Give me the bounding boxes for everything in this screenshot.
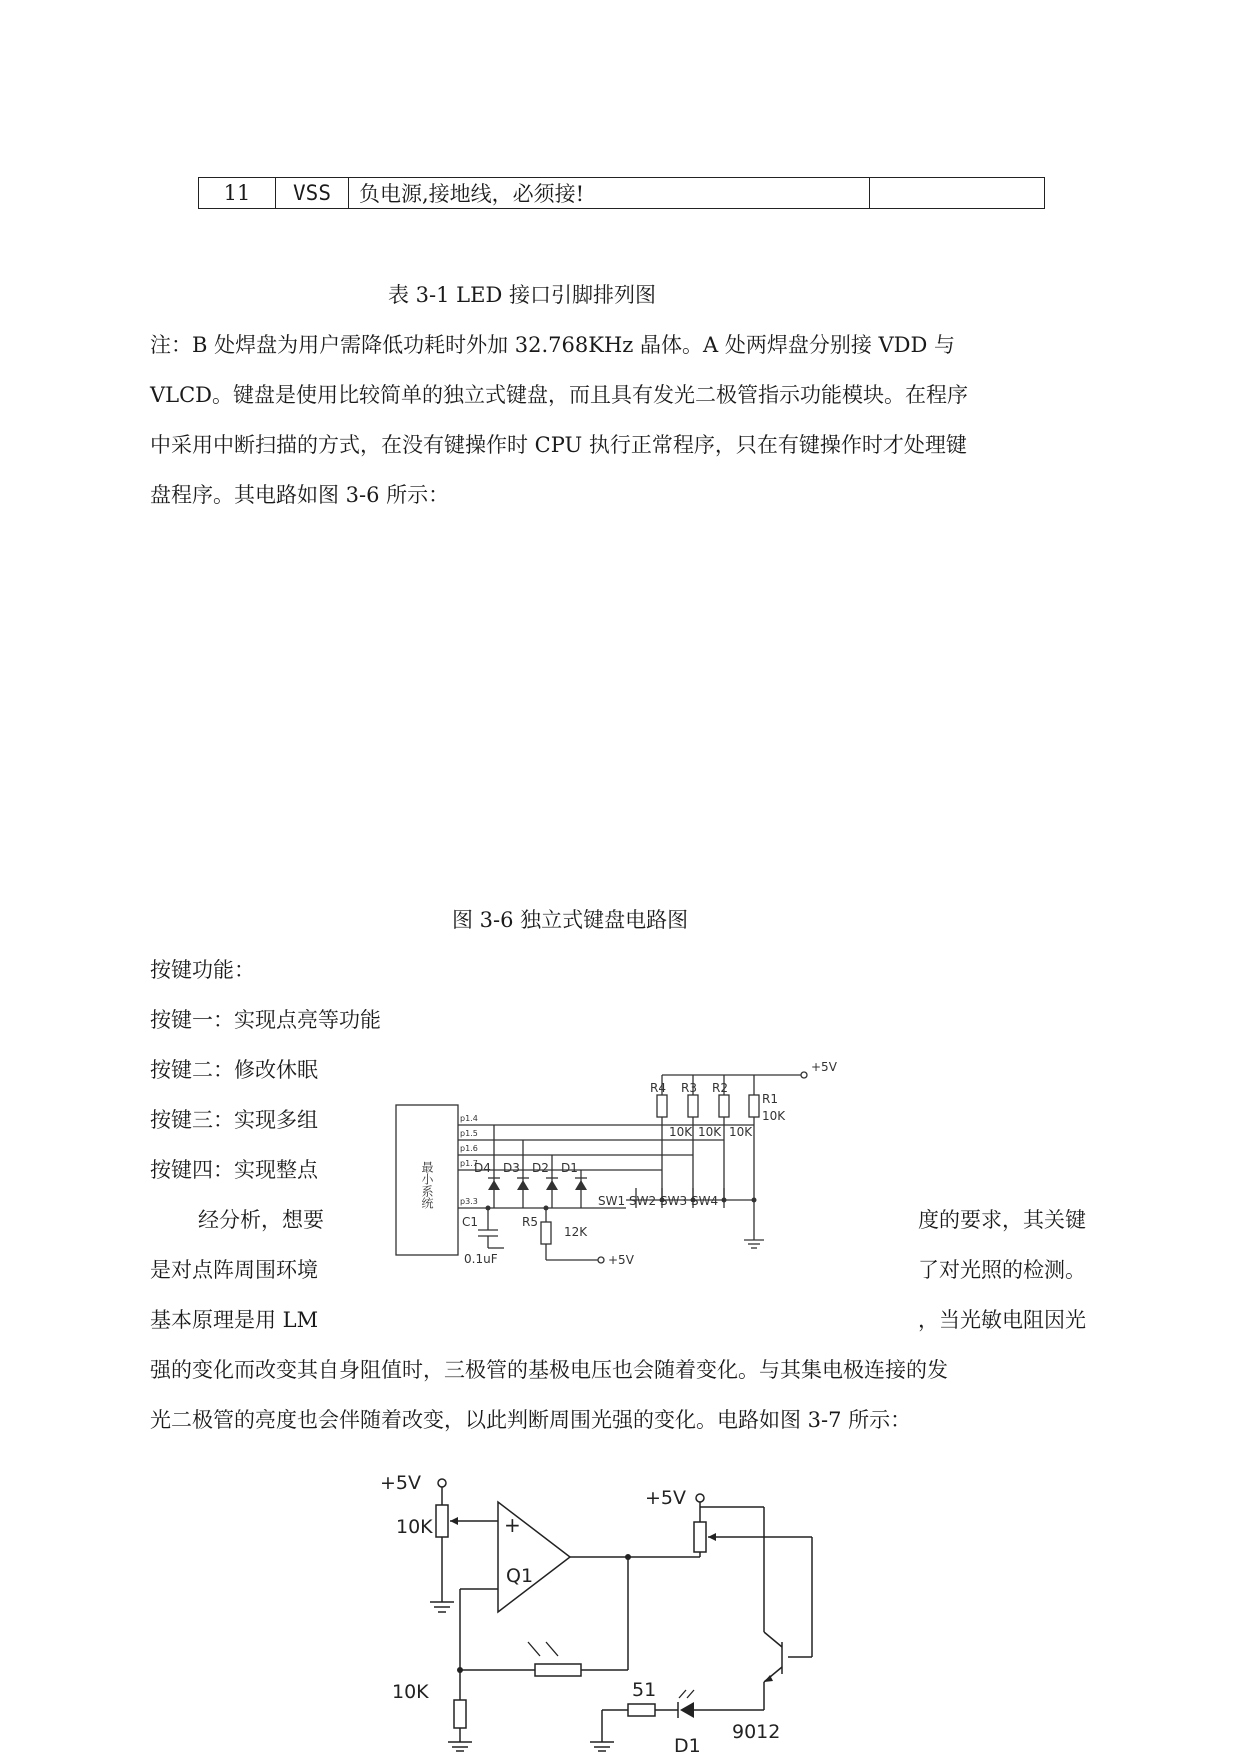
figure-3-6-caption: 图 3-6 独立式键盘电路图 [452,908,689,932]
sw3-label: SW3 [660,1194,688,1208]
r4-label: R4 [650,1081,666,1095]
sw4-label: SW4 [691,1194,719,1208]
vcc2-label: +5V [608,1253,634,1267]
sw2-label: SW2 [629,1194,657,1208]
key-two: 按键二：修改休眠 [150,1058,318,1082]
r5-value: 12K [564,1225,588,1239]
r1-value: 10K [762,1109,786,1123]
pin-table [198,177,1045,209]
vcc1-label: +5V [380,1472,422,1494]
opamp-label: Q1 [506,1565,534,1587]
led-d1-label: D1 [674,1735,701,1754]
c1-label: C1 [462,1215,479,1229]
r2-label: R2 [712,1081,728,1095]
d1-label: D1 [561,1161,578,1175]
pin-p1-6: p1.6 [460,1144,478,1153]
table-row [199,178,1045,209]
r-bottom-label: 10K [392,1681,429,1703]
r4-value: 10K [669,1125,693,1139]
d3-label: D3 [503,1161,520,1175]
pin-note [870,178,1045,209]
keyboard-circuit-diagram [336,1050,906,1310]
table-caption: 表 3-1 LED 接口引脚排列图 [388,283,656,307]
pot-label: 10K [396,1516,433,1538]
r5-label: R5 [522,1215,538,1229]
pin-name: VSS [276,178,349,209]
key-four: 按键四：实现整点 [150,1158,318,1182]
vcc-label: +5V [811,1060,837,1074]
para2-line5: 光二极管的亮度也会伴随着改变，以此判断周围光强的变化。电路如图 3-7 所示： [150,1408,912,1432]
para1-line1: 注：B 处焊盘为用户需降低功耗时外加 32.768KHz 晶体。A 处两焊盘分别接 VDD 与 [150,333,956,357]
para1-line4: 盘程序。其电路如图 3-6 所示： [150,483,450,507]
keys-heading: 按键功能： [150,958,255,982]
r3-label: R3 [681,1081,697,1095]
c1-value: 0.1uF [464,1252,498,1266]
r2-value: 10K [729,1125,753,1139]
r51-label: 51 [632,1679,657,1701]
pin-p3-3: p3.3 [460,1197,478,1206]
d2-label: D2 [532,1161,549,1175]
pin-number: 11 [199,178,276,209]
vcc2-label: +5V [645,1487,687,1509]
pin-p1-5: p1.5 [460,1129,478,1138]
para2-line2-right: 了对光照的检测。 [918,1258,1086,1282]
r1-label: R1 [762,1092,778,1106]
para2-line1-right: 度的要求，其关键 [918,1208,1086,1232]
transistor-label: 9012 [732,1721,781,1743]
light-sensor-circuit-diagram [380,1462,840,1754]
pin-p1-4: p1.4 [460,1114,478,1123]
para1-line2: VLCD。键盘是使用比较简单的独立式键盘，而且具有发光二极管指示功能模块。在程序 [150,383,969,407]
key-three: 按键三：实现多组 [150,1108,318,1132]
pin-description: 负电源,接地线，必须接! [349,178,870,209]
r3-value: 10K [698,1125,722,1139]
para2-line2-left: 是对点阵周围环境 [150,1258,318,1282]
mcu-label: 最小系统 [420,1161,434,1209]
sw1-label: SW1 [598,1194,626,1208]
para2-line1-left: 经分析，想要 [198,1208,324,1232]
d4-label: D4 [474,1161,491,1175]
key-one: 按键一：实现点亮等功能 [150,1008,381,1032]
para2-line4: 强的变化而改变其自身阻值时，三极管的基极电压也会随着变化。与其集电极连接的发 [150,1358,948,1382]
opamp-plus: + [504,1513,521,1537]
para2-line3-right: ，当光敏电阻因光 [918,1308,1086,1332]
para2-line3-left: 基本原理是用 LM [150,1308,319,1332]
para1-line3: 中采用中断扫描的方式，在没有键操作时 CPU 执行正常程序，只在有键操作时才处理键 [150,433,967,457]
pin-p1-7: p1.7 [460,1159,478,1168]
